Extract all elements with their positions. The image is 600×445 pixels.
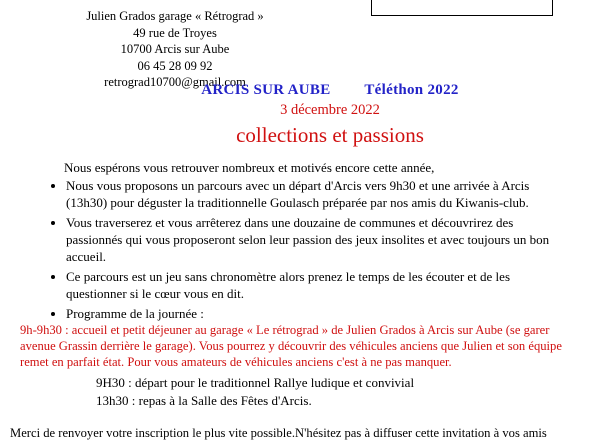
footer-note: Merci de renvoyer votre inscription le plus vite possible.N'hésitez pas à diffuser cette invitation à vos amis (10, 426, 547, 440)
event-heading (120, 82, 540, 148)
schedule-item: 13h30 : repas à la Salle des Fêtes d'Arcis. (96, 393, 312, 408)
heading-location-line (120, 82, 540, 99)
empty-framed-box (371, 0, 553, 16)
intro-paragraph: Nous espérons vous retrouver nombreux et motivés encore cette année, (64, 160, 435, 175)
list-item: • Ce parcours est un jeu sans chronomètre alors prenez le temps de les écouter et de les questionner si le cœur vous en dit. (66, 268, 571, 302)
bullet-list (44, 177, 571, 324)
sender-phone: 06 45 28 09 92 (137, 58, 213, 73)
sender-email: retrograd10700@gmail.com (104, 75, 246, 89)
sender-street: 49 rue de Troyes (133, 25, 217, 40)
heading-event: Téléthon 2022 (364, 82, 459, 98)
list-item: • Vous traverserez et vous arrêterez dans une douzaine de communes et découvrirez des passionnés qui vous proposeront selon leur passion des jeux insolites et avec toujours un bon accueil. (66, 214, 571, 265)
list-item: • Nous vous proposons un parcours avec un départ d'Arcis vers 9h30 et une arrivée à Arcis (13h30) pour déguster la traditionnelle Goulasch préparée par nos amis du Kiwanis-club. (66, 177, 571, 211)
welcome-red-paragraph: 9h-9h30 : accueil et petit déjeuner au garage « Le rétrograd » de Julien Grados à Arcis sur Aube (se garer avenue Grassin derrière le garage). Vous pourrez y découvrir des véhicules anciens que Julien et son équipe remet en parfait état. Pour vous amateurs de véhicules anciens c'est à ne pas manquer. (20, 323, 562, 369)
heading-title: collections et passions (236, 123, 424, 147)
schedule-block (96, 374, 556, 410)
sender-city: 10700 Arcis sur Aube (120, 42, 230, 56)
heading-location: ARCIS SUR AUBE (201, 82, 331, 98)
sender-name: Julien Grados garage « Rétrograd » (86, 9, 264, 23)
list-item: • Programme de la journée : (66, 305, 571, 322)
sender-address-block (30, 8, 320, 91)
schedule-item: 9H30 : départ pour le traditionnel Rallye ludique et convivial (96, 375, 415, 390)
heading-date: 3 décembre 2022 (280, 102, 380, 118)
